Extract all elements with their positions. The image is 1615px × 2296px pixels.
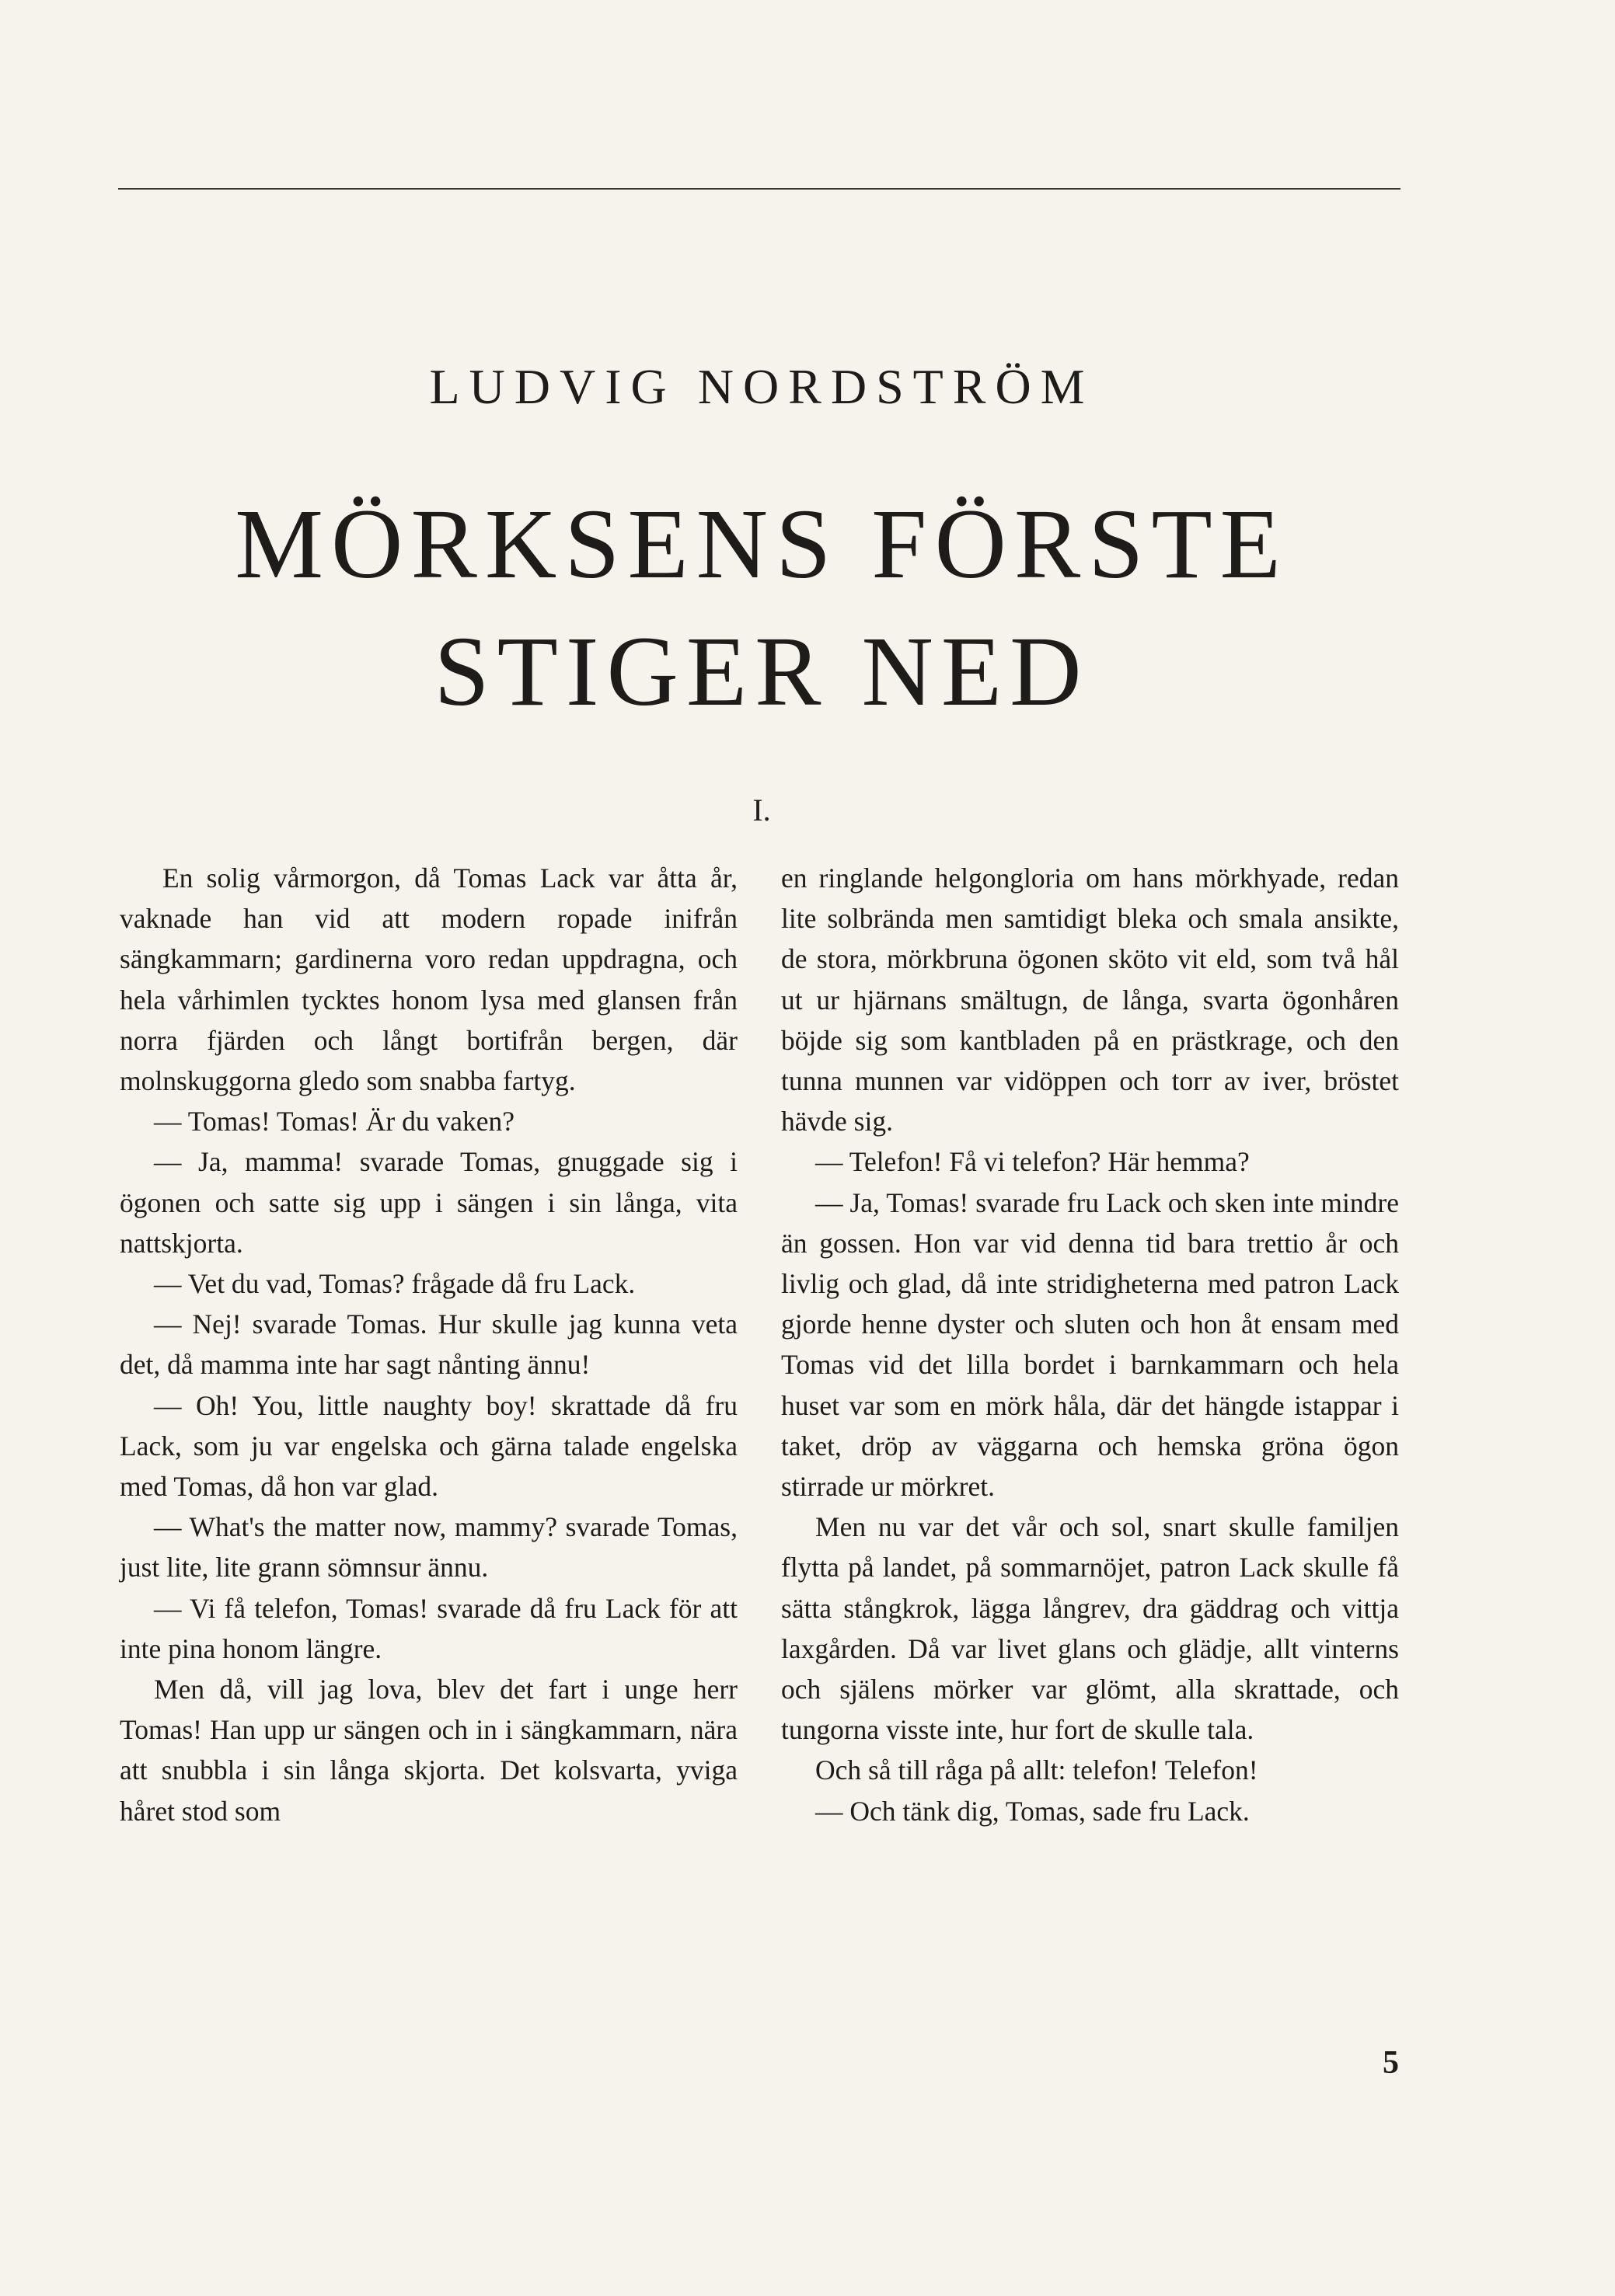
top-rule [118,188,1400,190]
story-title-line-2: STIGER NED [434,616,1090,726]
chapter-number: I. [752,793,771,827]
paragraph: Men då, vill jag lova, blev det fart i unge herr Tomas! Han upp ur sängen och in i sängkammarn, nära att snubbla i sin långa skjorta. Det kolsvarta, yviga håret stod som [120,1674,738,1827]
paragraph: en ringlande helgongloria om hans mörkhyade, redan lite solbrända men samtidigt bleka och smala ansikte, de stora, mörkbruna ögonen sköto vit eld, som två hål ut ur hjärnans smältugn, de långa, svarta ögonhåren böjde sig som kantbladen på en prästkrage, och den tunna munnen var vidöppen och torr av iver, bröstet hävde sig. [781,862,1399,1138]
paragraph: — Vet du vad, Tomas? frågade då fru Lack. [154,1268,636,1300]
text-column-right [781,858,1399,1831]
paragraph: En solig vårmorgon, då Tomas Lack var åtta år, vaknade han vid att modern ropade inifrån sängkammarn; gardinerna voro redan uppdragna, och hela vårhimlen tycktes honom lysa med glansen från norra fjärden och långt bortifrån bergen, där molnskuggorna gledo som snabba fartyg. [120,862,738,1097]
text-column-left [120,858,738,1831]
story-title-line-1: MÖRKSENS FÖRSTE [235,489,1289,599]
paragraph: — Ja, Tomas! svarade fru Lack och sken inte mindre än gossen. Hon var vid denna tid bara trettio år och livlig och glad, då inte stridigheterna med patron Lack gjorde henne dyster och sluten och hon åt ensam med Tomas vid det lilla bordet i barnkammarn och hela huset var som en mörk håla, där det hängde istappar i taket, dröp av väggarna och hemska gröna ögon stirrade ur mörkret. [781,1186,1399,1503]
paragraph: — Nej! svarade Tomas. Hur skulle jag kunna veta det, då mamma inte har sagt nånting ännu! [120,1308,738,1381]
story-title [0,480,1523,735]
paragraph: — Oh! You, little naughty boy! skrattade då fru Lack, som ju var engelska och gärna talade engelska med Tomas, då hon var glad. [120,1389,738,1503]
paragraph: — Telefon! Få vi telefon? Här hemma? [815,1146,1250,1178]
paragraph: — Och tänk dig, Tomas, sade fru Lack. [815,1795,1250,1827]
paragraph: — Vi få telefon, Tomas! svarade då fru Lack för att inte pina honom längre. [120,1592,738,1664]
page-number: 5 [1383,2045,1399,2081]
paragraph: — Tomas! Tomas! Är du vaken? [154,1106,514,1138]
paragraph: — Ja, mamma! svarade Tomas, gnuggade sig i ögonen och satte sig upp i sängen i sin långa, vita nattskjorta. [120,1146,738,1259]
paragraph: Och så till råga på allt: telefon! Telefon! [815,1754,1258,1786]
paragraph: Men nu var det vår och sol, snart skulle familjen flytta på landet, på sommarnöjet, patron Lack skulle få sätta stångkrok, lägga långrev, dra gäddrag och vittja laxgården. Då var livet glans och glädje, allt vinterns och själens mörker var glömt, alla skrattade, och tungorna visste inte, hur fort de skulle tala. [781,1511,1399,1746]
author-name: LUDVIG NORDSTRÖM [429,359,1094,414]
paragraph: — What's the matter now, mammy? svarade Tomas, just lite, lite grann sömnsur ännu. [120,1511,738,1584]
